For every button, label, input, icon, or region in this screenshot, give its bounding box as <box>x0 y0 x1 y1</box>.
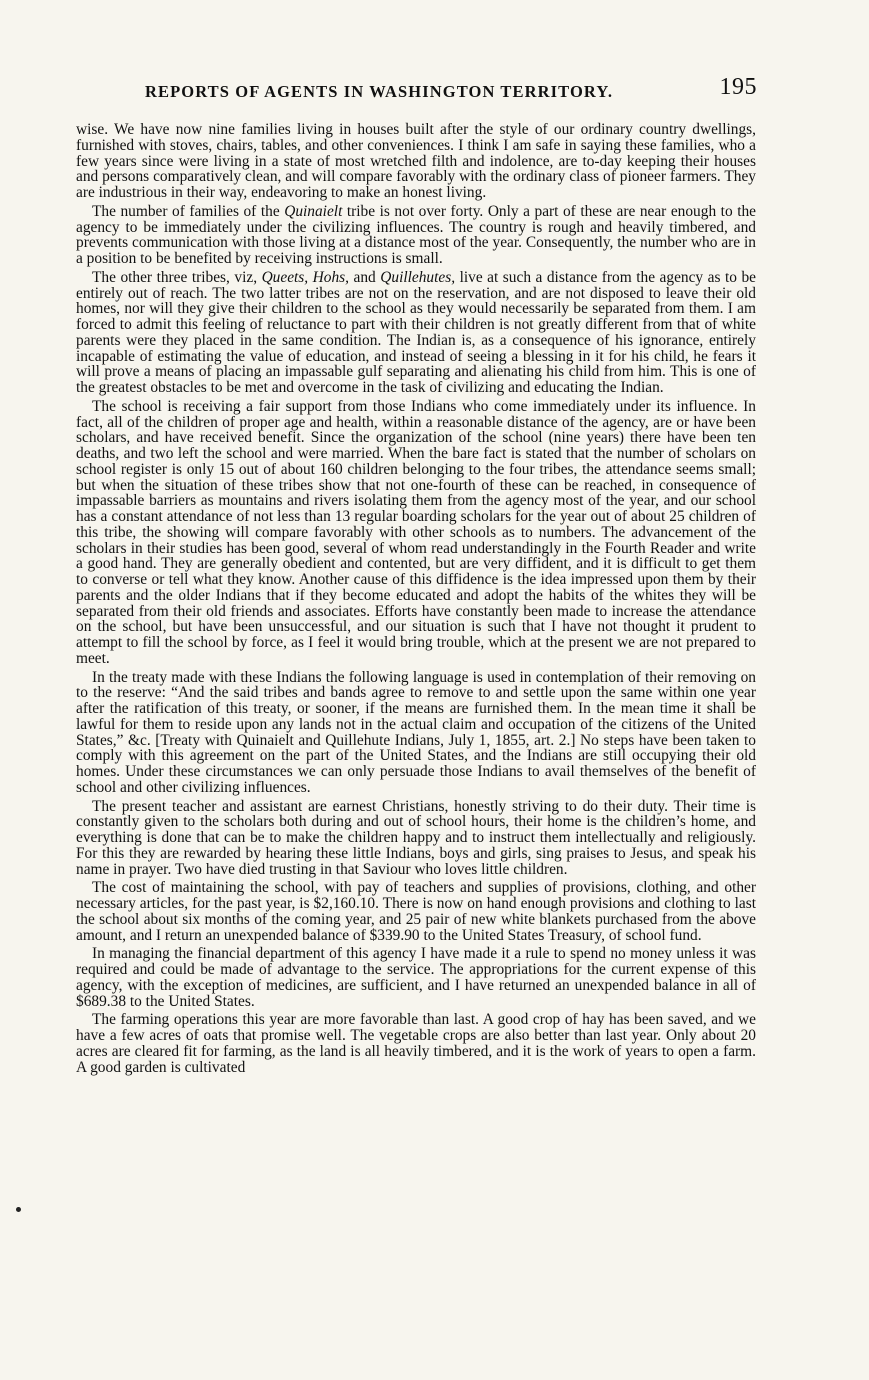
text-segment: The school is receiving a fair support from those Indians who come immediately under its influence. In fact, all of the children of proper age and health, within a reasonable distance of the agency, are or have been scholars, and have received benefit. Since the organization of the school (nine years) there have been ten deaths, and two left the school and were married. When the bare fact is stated that the number of scholars on school register is only 15 out of about 160 children belonging to the four tribes, the attendance seems small; but when the situation of these tribes show that not one-fourth of these can be reached, in consequence of impassable barriers as mountains and rivers isolating them from the agency most of the year, and our school has a constant attendance of not less than 13 regular boarding scholars for the year out of about 25 children of this tribe, the showing will compare favorably with other schools as to numbers. The advancement of the scholars in their studies has been good, several of whom read understandingly in the Fourth Reader and write a good hand. They are generally obedient and contented, but are very diffident, and it is difficult to get them to converse or tell what they know. Another cause of this diffidence is the idea impressed upon them by their parents and the older Indians that if they become educated and adopt the habits of the whites they will be separated from their old friends and associates. Efforts have constantly been made to increase the attendance on the school, but have been unsuccessful, and our situation is such that I have not thought it prudent to attempt to fill the school by force, as I feel it would bring trouble, which at the present we are not prepared to meet. <box>76 397 756 667</box>
text-segment: live at such a distance from the agency as to be entirely out of reach. The two latter tribes are not on the reservation, and are not disposed to leave their old homes, nor will they give their children to the school as they would necessarily be separated from them. I am forced to admit this feeling of reluctance to part with their children is not greatly different from that of white parents were they placed in the same condition. The Indian is, as a consequence of his ignorance, entirely incapable of estimating the value of education, and instead of seeing a blessing in it for his child, he fears it will prove a means of placing an impassable gulf separating and alienating his child from him. This is one of the greatest obstacles to be met and overcome in the task of civilizing and educating the Indian. <box>76 268 756 396</box>
paragraph-teacher <box>76 799 756 878</box>
text-segment: tribe is not over forty. Only a part of these are near enough to the agency to be immediately under the civilizing influences. The country is rough and heavily timbered, and prevents communication with those living at a distance most of the year. Consequently, the number who are in a position to be benefited by receiving instructions is small. <box>76 202 756 267</box>
paragraph-continuation <box>76 122 756 201</box>
tribe-name-italic: Quinaielt <box>284 202 343 220</box>
text-segment: The cost of maintaining the school, with pay of teachers and supplies of provisions, clothing, and other necessary articles, for the past year, is $2,160.10. There is now on hand enough provisions and clothing to last the school about six months of the coming year, and 25 pair of new white blankets purchased from the above amount, and I return an unexpended balance of $339.90 to the United States Treasury, of school fund. <box>76 879 756 944</box>
page-header <box>145 74 757 104</box>
paragraph-school-support <box>76 399 756 667</box>
tribe-name-italic: Quillehutes, <box>380 268 456 286</box>
text-segment: In the treaty made with these Indians the following language is used in contemplation of their removing on to the reserve: “And the said tribes and bands agree to remove to and settle upon the same within one year after the ratification of this treaty, or sooner, if the means are furnished them. In the mean time it shall be lawful for them to reside upon any lands not in the actual claim and occupation of the citizens of the United States,” &c. [Treaty with Quinaielt and Quillehute Indians, July 1, 1855, art. 2.] No steps have been taken to comply with this agreement on the part of the United States, and the Indians are still occupying their old homes. Under these circumstances we can only persuade those Indians to avail themselves of the benefit of school and other civilizing influences. <box>76 668 756 796</box>
paragraph-farming <box>76 1012 756 1075</box>
paragraph-school-cost <box>76 880 756 943</box>
text-segment: The number of families of the <box>92 202 285 220</box>
paragraph-treaty <box>76 670 756 796</box>
paragraph-other-tribes <box>76 270 756 396</box>
paragraph-financial <box>76 946 756 1009</box>
margin-ink-dot <box>16 1207 21 1212</box>
text-segment: The other three tribes, viz, <box>92 268 262 286</box>
text-segment: The farming operations this year are more favorable than last. A good crop of hay has been saved, and we have a few acres of oats that promise well. The vegetable crops are also better than last year. Only about 20 acres are cleared fit for farming, as the land is all heavily timbered, and it is the work of years to open a farm. A good garden is cultivated <box>76 1011 756 1076</box>
page-number: 195 <box>719 74 757 100</box>
running-head: REPORTS OF AGENTS IN WASHINGTON TERRITORY. <box>145 82 614 101</box>
tribe-name-italic: Queets, Hohs, <box>261 268 350 286</box>
text-segment: and <box>349 268 381 286</box>
paragraph-quinaielt-families <box>76 204 756 267</box>
body-text <box>76 122 756 1075</box>
text-segment: wise. We have now nine families living in houses built after the style of our ordinary country dwellings, furnished with stoves, chairs, tables, and other conveniences. I think I am safe in saying these families, who a few years since were living in a state of most wretched filth and indolence, are to-day keeping their houses and persons comparatively clean, and will compare favorably with the ordinary class of pioneer farmers. They are industrious in their way, endeavoring to make an honest living. <box>76 121 756 201</box>
text-segment: In managing the financial department of this agency I have made it a rule to spend no money unless it was required and could be made of advantage to the service. The appropriations for the current expense of this agency, with the exception of medicines, are sufficient, and I have returned an unexpended balance in all of $689.38 to the United States. <box>76 945 756 1010</box>
text-segment: The present teacher and assistant are earnest Christians, honestly striving to do their duty. Their time is constantly given to the scholars both during and out of school hours, their home is the children’s home, and everything is done that can be to make the children happy and to instruct them intellectually and religiously. For this they are rewarded by hearing these little Indians, boys and girls, sing praises to Jesus, and speak his name in prayer. Two have died trusting in that Saviour who loves little children. <box>76 797 756 878</box>
